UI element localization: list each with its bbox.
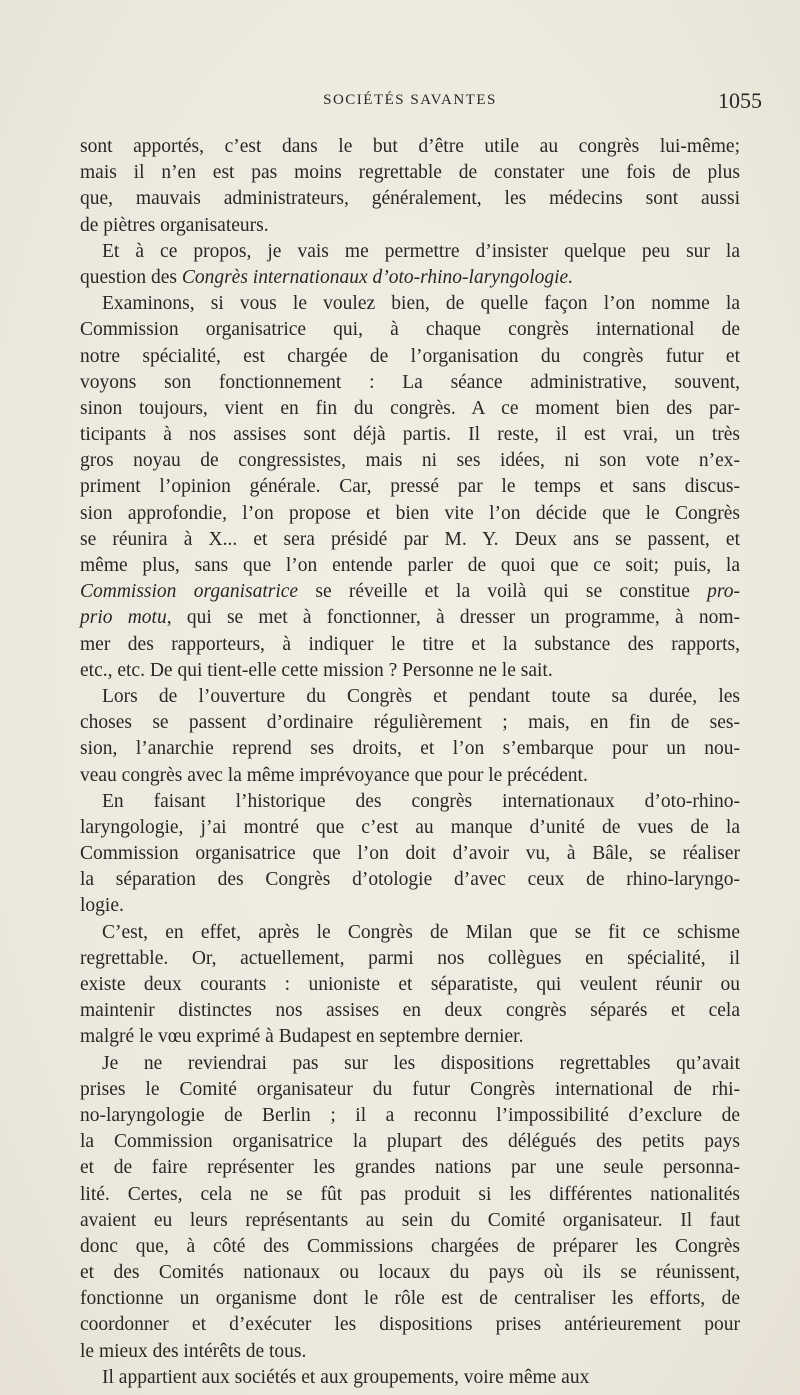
text-line: notre spécialité, est chargée de l’organisation du congrès futur et — [80, 345, 740, 367]
text-line: ticipants à nos assises sont déjà partis. Il reste, il est vrai, un très — [80, 424, 740, 446]
text-line: prio motu, qui se met à fonctionner, à dresser un programme, à nom- — [80, 607, 740, 629]
page-header — [80, 88, 762, 114]
text-line: gros noyau de congressistes, mais ni ses idées, ni son vote n’ex- — [80, 450, 740, 472]
text-line: la séparation des Congrès d’otologie d’avec ceux de rhino-laryngo- — [80, 869, 740, 891]
text-line: laryngologie, j’ai montré que c’est au manque d’unité de vues de la — [80, 816, 740, 838]
text-line: priment l’opinion générale. Car, pressé par le temps et sans discus- — [80, 476, 740, 498]
text-line: que, mauvais administrateurs, généralement, les médecins sont aussi — [80, 188, 740, 210]
text-line: Commission organisatrice qui, à chaque congrès international de — [80, 319, 740, 341]
text-line: et de faire représenter les grandes nations par une seule personna- — [80, 1157, 740, 1179]
text-line: de piètres organisateurs. — [80, 214, 269, 236]
text-line: C’est, en effet, après le Congrès de Milan que se fit ce schisme — [102, 921, 740, 943]
text-line: Commission organisatrice que l’on doit d’avoir vu, à Bâle, se réaliser — [80, 843, 740, 865]
italic-text: prio motu — [80, 607, 167, 629]
text-line: regrettable. Or, actuellement, parmi nos collègues en spécialité, il — [80, 947, 740, 969]
text-line: Je ne reviendrai pas sur les dispositions regrettables qu’avait — [102, 1052, 740, 1074]
page-number: 1055 — [718, 88, 762, 113]
text-line: Examinons, si vous le voulez bien, de quelle façon l’on nomme la — [102, 293, 740, 315]
text-line: même plus, sans que l’on entende parler de quoi que ce soit; puis, la — [80, 555, 740, 576]
italic-text: pro- — [707, 581, 741, 603]
text-line: existe deux courants : unioniste et séparatiste, qui veulent réunir ou — [80, 974, 740, 995]
text-line: coordonner et d’exécuter les dispositions prises antérieurement pour — [80, 1314, 740, 1336]
text-line: sinon toujours, vient en fin du congrès. A ce moment bien des par- — [80, 397, 740, 419]
text-line: fonctionne un organisme dont le rôle est de centraliser les efforts, de — [80, 1288, 740, 1310]
text-line: malgré le vœu exprimé à Budapest en septembre dernier. — [80, 1026, 524, 1048]
text-line: lité. Certes, cela ne se fût pas produit si les différentes nationalités — [80, 1183, 740, 1205]
text-line: logie. — [80, 895, 124, 917]
text-line: donc que, à côté des Commissions chargées de préparer les Congrès — [80, 1235, 740, 1257]
text-line: En faisant l’historique des congrès internationaux d’oto-rhino- — [102, 790, 740, 812]
text-line: mer des rapporteurs, à indiquer le titre et la substance des rapports, — [80, 633, 740, 655]
text-line: la Commission organisatrice la plupart des délégués des petits pays — [80, 1131, 740, 1153]
text-line: no-laryngologie de Berlin ; il a reconnu l’impossibilité d’exclure de — [80, 1104, 740, 1126]
text-line: sont apportés, c’est dans le but d’être utile au congrès lui-même; — [80, 136, 740, 157]
text-line: voyons son fonctionnement : La séance administrative, souvent, — [80, 371, 740, 393]
italic-text: Commission organisatrice — [80, 581, 299, 603]
text-line: Commission organisatrice se réveille et la voilà qui se constitue pro- — [80, 581, 741, 603]
text-line: maintenir distinctes nos assises en deux congrès séparés et cela — [80, 1000, 740, 1022]
running-head: SOCIÉTÉS SAVANTES — [323, 92, 497, 108]
text-line: le mieux des intérêts de tous. — [80, 1340, 307, 1362]
text-line: veau congrès avec la même imprévoyance que pour le précédent. — [80, 764, 588, 786]
text-line: se réunira à X... et sera présidé par M. Y. Deux ans se passent, et — [80, 528, 740, 550]
text-line: Il appartient aux sociétés et aux groupements, voire même aux — [102, 1366, 590, 1388]
text-line: avaient eu leurs représentants au sein du Comité organisateur. Il faut — [80, 1209, 740, 1231]
text-line: et des Comités nationaux ou locaux du pays où ils se réunissent, — [80, 1262, 740, 1284]
text-line: sion approfondie, l’on propose et bien vite l’on décide que le Congrès — [80, 502, 740, 524]
text-line: question des Congrès internationaux d’oto-rhino-laryngologie. — [80, 266, 574, 288]
text-line: choses se passent d’ordinaire régulièrement ; mais, en fin de ses- — [80, 712, 740, 734]
body-text — [80, 134, 740, 1391]
text-line: mais il n’en est pas moins regrettable de constater une fois de plus — [80, 162, 740, 184]
text-line: sion, l’anarchie reprend ses droits, et l’on s’embarque pour un nou- — [80, 738, 740, 760]
text-line: etc., etc. De qui tient-elle cette mission ? Personne ne le sait. — [80, 659, 553, 681]
text-line: prises le Comité organisateur du futur Congrès international de rhi- — [80, 1078, 740, 1100]
text-line: Lors de l’ouverture du Congrès et pendant toute sa durée, les — [102, 685, 740, 707]
italic-text: Congrès internationaux d’oto-rhino-laryngologie. — [181, 266, 574, 288]
text-line: Et à ce propos, je vais me permettre d’insister quelque peu sur la — [102, 240, 740, 262]
